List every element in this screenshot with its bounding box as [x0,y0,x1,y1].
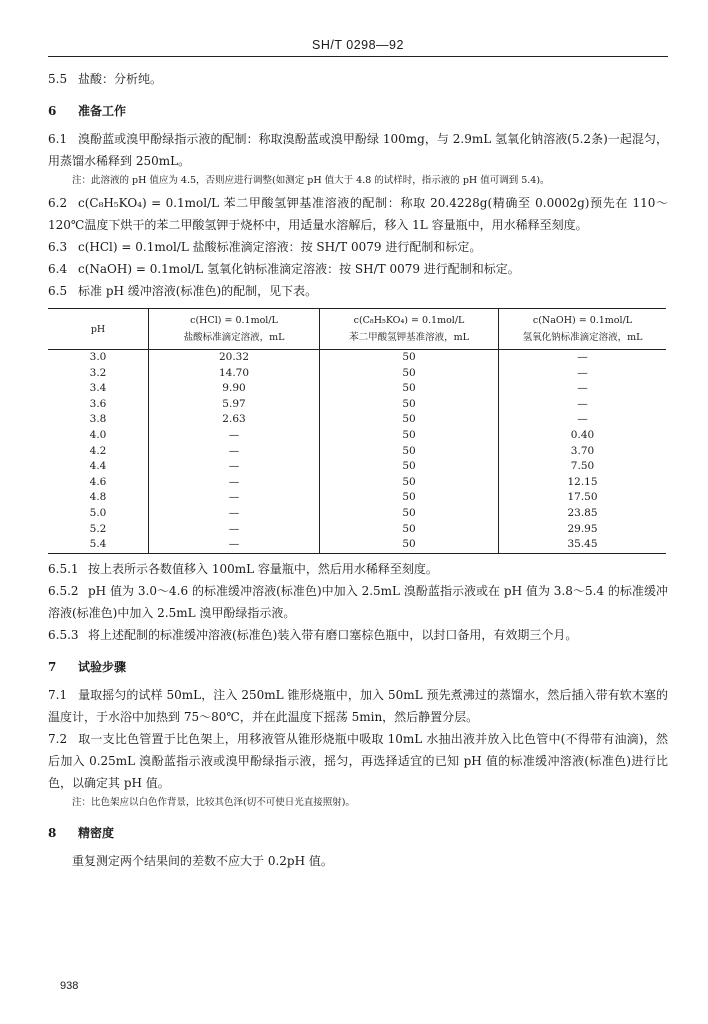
table-row [48,428,666,444]
header-rule [48,56,668,57]
cell-naoh: 29.95 [499,522,667,538]
cell-naoh: — [499,350,667,366]
cell-khp: 50 [320,397,499,413]
cell-ph: 3.4 [89,382,107,395]
cell-khp: 50 [320,444,499,460]
note-1: 注：此溶液的 pH 值应为 4.5，否则应进行调整(如测定 pH 值大于 4.8 的试样时，指示液的 pH 值可调到 5.4)。 [72,175,550,186]
cell-hcl: — [149,490,320,506]
cell-khp: 50 [320,381,499,397]
cell-ph: 4.6 [89,475,107,488]
cell-naoh: 17.50 [499,490,667,506]
cell-hcl: — [149,475,320,491]
clause-6-5: 6.5 标准 pH 缓冲溶液(标准色)的配制，见下表。 [48,284,318,298]
cell-hcl: 14.70 [149,366,320,382]
table-row [48,459,666,475]
cell-ph: 5.4 [48,537,149,553]
cell-naoh: 0.40 [499,428,667,444]
cell-hcl: 9.90 [149,381,320,397]
cell-ph: 3.6 [89,397,107,410]
table-row [48,412,666,428]
clause-6-3: 6.3 c(HCl) = 0.1mol/L 盐酸标准滴定溶液：按 SH/T 0079 进行配制和标定。 [48,240,482,254]
header-khp: c(C₈H₅KO₄) = 0.1mol/L 苯二甲酸氢钾基准溶液，mL [320,309,499,350]
table-row [48,444,666,460]
cell-naoh: 12.15 [499,475,667,491]
clause-6-4: 6.4 c(NaOH) = 0.1mol/L 氢氧化钠标准滴定溶液：按 SH/T 0079 进行配制和标定。 [48,262,520,276]
table-row [48,522,666,538]
page-header: SH/T 0298—92 [312,38,404,52]
section-8-heading: 8 精密度 [48,825,115,840]
cell-khp: 50 [320,506,499,522]
cell-hcl: — [149,459,320,475]
cell-naoh: 3.70 [499,444,667,460]
cell-ph: 3.8 [89,413,107,426]
clause-7-2: 7.2 取一支比色管置于比色架上，用移液管从锥形烧瓶中吸取 10mL 水抽出液并放入比色管中(不得带有油滴)，然后加入 0.25mL 溴酚蓝指示液或溴甲酚绿指示液，摇匀，再选择适宜的已知 pH 值的标准缓冲溶液(标准色)进行比色，以确定其 pH 值。 [48,731,668,790]
cell-hcl: — [149,537,320,553]
cell-naoh: — [499,381,667,397]
table-body [48,350,666,554]
cell-hcl: — [149,428,320,444]
cell-ph: 5.2 [89,522,107,535]
document-body [48,64,668,872]
table-row [48,475,666,491]
clause-6-1: 6.1 溴酚蓝或溴甲酚绿指示液的配制：称取溴酚蓝或溴甲酚绿 100mg，与 2.9mL 氢氧化钠溶液(5.2条)一起混匀，用蒸馏水稀释到 250mL。 [48,132,668,168]
cell-naoh: 7.50 [499,459,667,475]
clause-6-2: 6.2 c(C₈H₅KO₄) = 0.1mol/L 苯二甲酸氢钾基准溶液的配制：称取 20.4228g(精确至 0.0002g)预先在 110～120℃温度下烘干的苯二甲酸氢钾于烧杯中，用适量水溶解后，移入 1L 容量瓶中，用水稀释至刻度。 [48,196,668,232]
section-6-heading: 6 准备工作 [48,104,127,118]
cell-hcl: 5.97 [149,397,320,413]
table-row [48,506,666,522]
buffer-table [48,308,666,554]
cell-hcl: — [149,522,320,538]
cell-khp: 50 [320,522,499,538]
table-row [48,381,666,397]
clause-8-text: 重复测定两个结果间的差数不应大于 0.2pH 值。 [72,853,333,868]
clause-5-5: 5.5 盐酸：分析纯。 [48,72,163,86]
cell-ph: 4.0 [89,428,107,441]
cell-ph: 4.4 [89,460,107,473]
table-row [48,397,666,413]
header-naoh: c(NaOH) = 0.1mol/L 氢氧化钠标准滴定溶液，mL [499,309,667,350]
cell-naoh: 35.45 [499,537,667,553]
cell-ph: 4.2 [89,444,107,457]
table-row [48,490,666,506]
table-row [48,537,666,553]
cell-ph: 4.8 [89,491,107,504]
cell-naoh: — [499,412,667,428]
header-hcl: c(HCl) = 0.1mol/L 盐酸标准滴定溶液，mL [149,309,320,350]
cell-naoh: — [499,366,667,382]
cell-khp: 50 [320,459,499,475]
table-row [48,350,666,366]
clause-6-5-3: 6.5.3 将上述配制的标准缓冲溶液(标准色)装入带有磨口塞棕色瓶中，以封口备用，有效期三个月。 [48,627,578,642]
table-header-row [48,309,666,350]
table-row [48,366,666,382]
cell-hcl: — [149,444,320,460]
cell-khp: 50 [320,537,499,553]
cell-ph: 5.0 [89,506,107,519]
cell-khp: 50 [320,412,499,428]
cell-ph: 3.2 [89,366,107,379]
cell-khp: 50 [320,350,499,366]
clause-6-5-2: 6.5.2 pH 值为 3.0～4.6 的标准缓冲溶液(标准色)中加入 2.5mL 溴酚蓝指示液或在 pH 值为 3.8～5.4 的标准缓冲溶液(标准色)中加入 2.5mL 溴甲酚绿指示液。 [48,583,668,620]
cell-ph: 3.0 [89,351,107,363]
clause-6-5-1: 6.5.1 按上表所示各数值移入 100mL 容量瓶中，然后用水稀释至刻度。 [48,561,438,576]
cell-khp: 50 [320,366,499,382]
cell-khp: 50 [320,490,499,506]
page-number: 938 [60,980,79,992]
cell-naoh: 23.85 [499,506,667,522]
cell-hcl: 2.63 [149,412,320,428]
cell-naoh: — [499,397,667,413]
clause-7-1: 7.1 量取摇匀的试样 50mL，注入 250mL 锥形烧瓶中，加入 50mL 预先煮沸过的蒸馏水，然后插入带有软木塞的温度计，于水浴中加热到 75～80℃，并在此温度下摇荡 5min，然后静置分层。 [48,687,668,724]
cell-khp: 50 [320,428,499,444]
header-ph: pH [48,309,149,350]
section-7-heading: 7 试验步骤 [48,659,127,674]
cell-khp: 50 [320,475,499,491]
note-2: 注：比色架应以白色作背景，比较其色泽(切不可使日光直接照射)。 [72,796,355,808]
cell-hcl: 20.32 [149,350,320,366]
cell-hcl: — [149,506,320,522]
